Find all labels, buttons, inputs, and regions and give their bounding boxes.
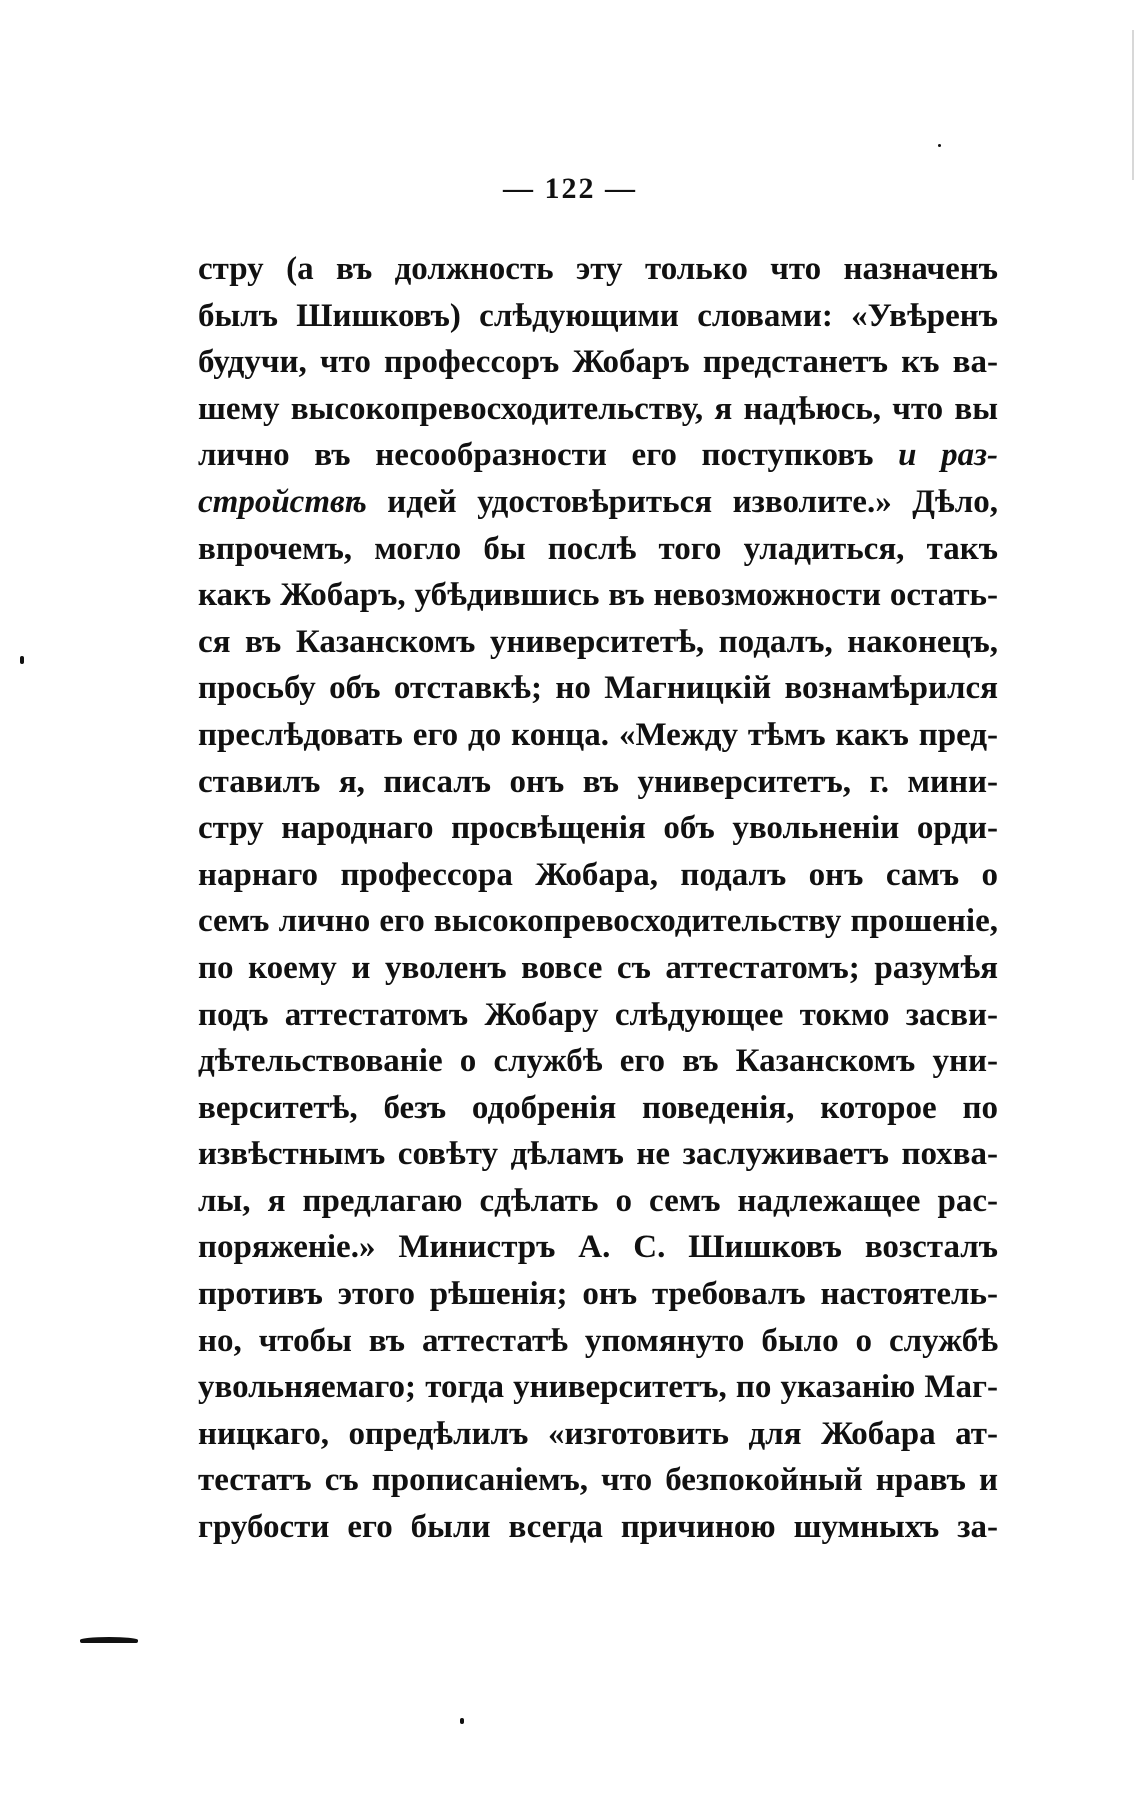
text-line-20: извѣстнымъ совѣту дѣламъ не заслуживаетъ похва-	[198, 1136, 998, 1173]
printer-ornament-dash	[80, 1637, 138, 1643]
text-line-6	[198, 479, 998, 526]
text-line-27: тестатъ съ прописаніемъ, что безпокойный нравъ и	[198, 1462, 998, 1499]
text-line-5	[198, 432, 998, 479]
text-line-9: ся въ Казанскомъ университетѣ, подалъ, наконецъ,	[198, 623, 998, 660]
text-line-10: просьбу объ отставкѣ; но Магницкій вознамѣрился	[198, 670, 998, 707]
text-line-19: верситетѣ, безъ одобренія поведенія, которое по	[198, 1089, 998, 1126]
text-line-6-roman: идей удостовѣриться изволите.» Дѣло,	[387, 483, 999, 520]
text-line-4: шему высокопревосходительству, я надѣюсь, что вы	[198, 390, 998, 427]
text-line-26: ницкаго, опредѣлилъ «изготовить для Жобара ат-	[198, 1415, 998, 1452]
text-line-22: поряженіе.» Министръ А. С. Шишковъ возсталъ	[198, 1229, 998, 1266]
scan-speck-bottom	[460, 1718, 464, 1724]
body-text	[198, 246, 998, 1551]
text-line-17: подъ аттестатомъ Жобару слѣдующее токмо засви-	[198, 996, 998, 1033]
text-line-1: стру (а въ должность эту только что назначенъ	[198, 251, 998, 287]
text-line-8: какъ Жобаръ, убѣдившись въ невозможности остать-	[198, 577, 998, 614]
text-line-6-italic: стройствѣ	[198, 483, 367, 520]
text-line-13: стру народнаго просвѣщенія объ увольненіи орди-	[198, 810, 998, 847]
text-line-25: увольняемаго; тогда университетъ, по указанію Маг-	[198, 1369, 998, 1406]
margin-mark	[20, 656, 24, 664]
scan-speck	[938, 144, 941, 147]
text-line-21: лы, я предлагаю сдѣлать о семъ надлежащее рас-	[198, 1182, 998, 1219]
text-line-14: нарнаго профессора Жобара, подалъ онъ самъ о	[198, 856, 998, 893]
text-line-3: будучи, что профессоръ Жобаръ предстанетъ къ ва-	[198, 344, 998, 381]
text-line-2: былъ Шишковъ) слѣдующими словами: «Увѣренъ	[198, 297, 998, 334]
text-line-28: грубости его были всегда причиною шумныхъ за-	[198, 1509, 998, 1546]
text-line-18: дѣтельствованіе о службѣ его въ Казанскомъ уни-	[198, 1043, 998, 1080]
text-line-15: семъ лично его высокопревосходительству прошеніе,	[198, 903, 998, 940]
page-number: — 122 —	[503, 172, 637, 205]
text-line-16: по коему и уволенъ вовсе съ аттестатомъ; разумѣя	[198, 949, 998, 986]
text-line-5-italic: и раз-	[898, 437, 999, 474]
scan-edge-shadow	[1132, 30, 1134, 180]
text-line-11: преслѣдовать его до конца. «Между тѣмъ какъ пред-	[198, 716, 998, 753]
text-line-5-roman: лично въ несообразности его поступковъ	[198, 437, 874, 474]
text-line-7: впрочемъ, могло бы послѣ того уладиться, такъ	[198, 530, 998, 567]
text-line-12: ставилъ я, писалъ онъ въ университетъ, г. мини-	[198, 763, 998, 800]
text-line-24: но, чтобы въ аттестатѣ упомянуто было о службѣ	[198, 1322, 998, 1359]
text-line-23: противъ этого рѣшенія; онъ требовалъ настоятель-	[198, 1276, 998, 1313]
